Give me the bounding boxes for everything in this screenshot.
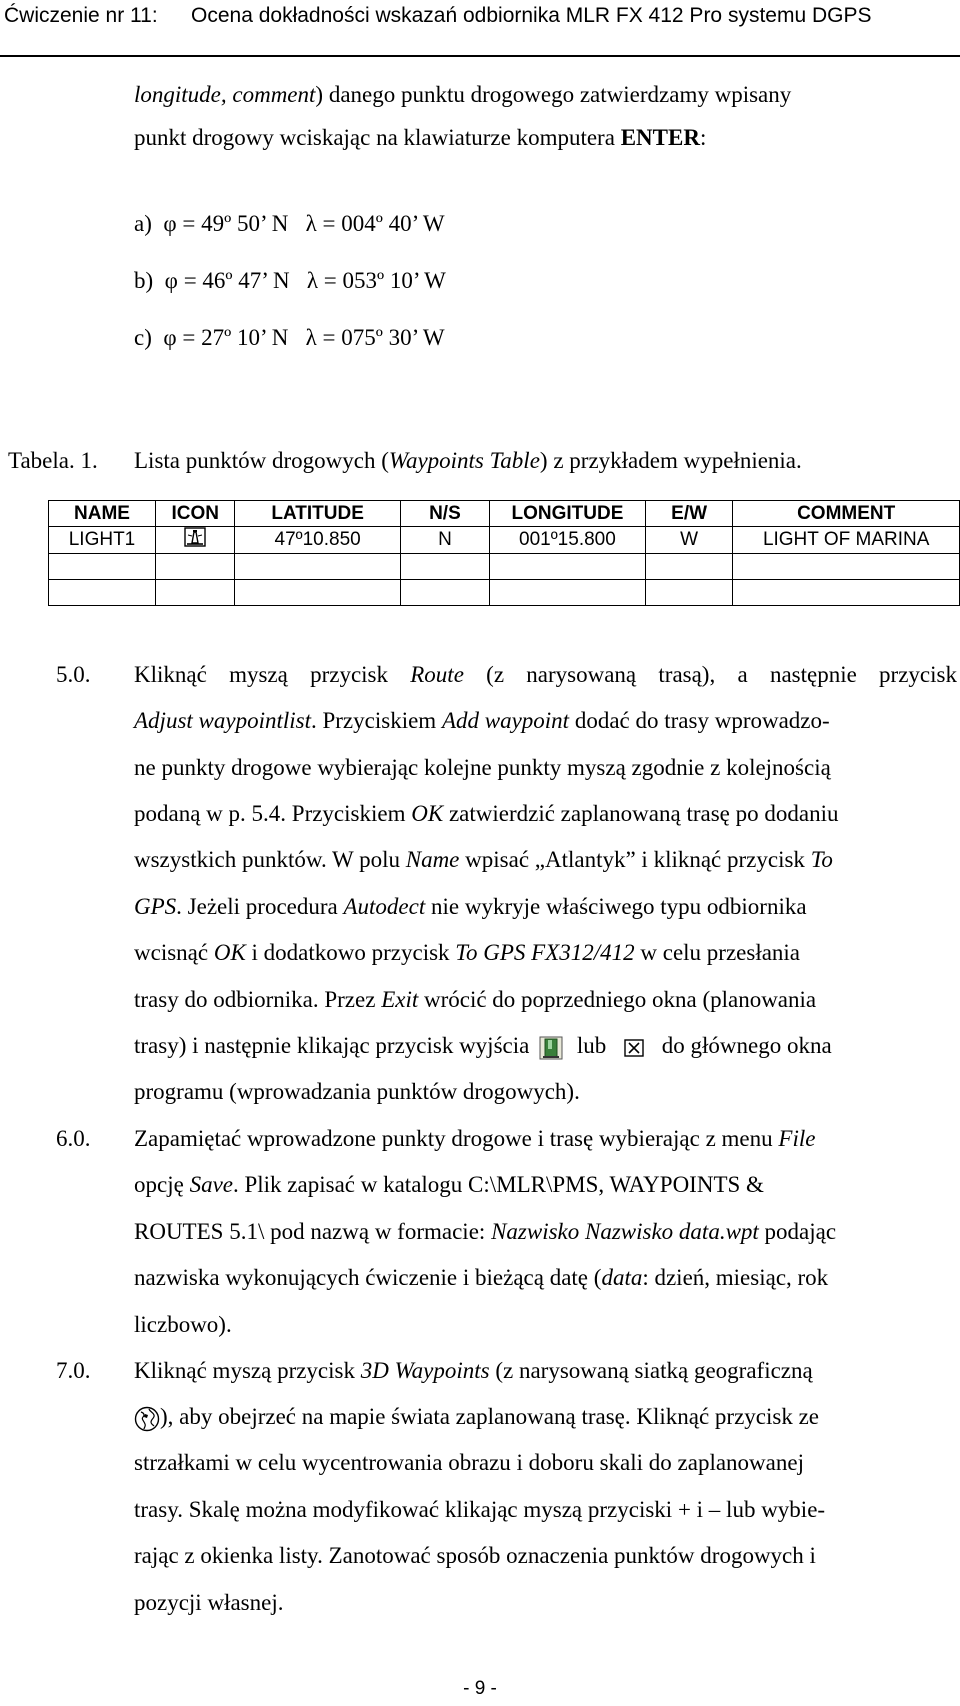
col-ew: E/W [645,501,732,527]
step-5-line-3: ne punkty drogowe wybierając kolejne punkty myszą zgodnie z kolejnością [134,755,831,780]
exercise-number: Ćwiczenie nr 11: [4,4,158,27]
col-latitude: LATITUDE [235,501,400,527]
table-caption-label: Tabela. 1. [8,448,98,473]
page-number: - 9 - [463,1678,497,1699]
intro-line-1: longitude, comment) danego punktu drogowego zatwierdzamy wpisany [134,82,792,107]
step-7-line-6: pozycji własnej. [134,1590,284,1615]
step-6-line-2: opcję Save. Plik zapisać w katalogu C:\MLR\PMS, WAYPOINTS & [134,1172,764,1197]
point-a-lambda: λ = 004º 40’ W [305,211,445,236]
col-longitude: LONGITUDE [490,501,646,527]
step-5-line-2: Adjust waypointlist. Przyciskiem Add waypoint dodać do trasy wprowadzo- [134,708,830,733]
step-5-line-10: programu (wprowadzania punktów drogowych). [134,1079,580,1104]
step-7-line-2: ), aby obejrzeć na mapie świata zaplanowaną trasę. Kliknąć przycisk ze [134,1402,957,1432]
step-6-line-1: Zapamiętać wprowadzone punkty drogowe i trasę wybierając z menu File [134,1126,816,1151]
exit-door-icon [539,1036,563,1060]
point-b-lambda: λ = 053º 10’ W [306,268,446,293]
page-header [0,0,960,58]
cell-name: LIGHT1 [49,527,156,554]
close-icon [624,1039,644,1057]
table-caption: Lista punktów drogowych (Waypoints Table) z przykładem wypełnienia. [134,448,802,473]
step-5-line-7: wcisnąć OK i dodatkowo przycisk To GPS FX312/412 w celu przesłania [134,940,801,965]
cell-latitude: 47º10.850 [235,527,400,554]
waypoints-table [48,500,960,606]
step-6-line-4: nazwiska wykonujących ćwiczenie i bieżącą datę (data: dzień, miesiąc, rok [134,1265,829,1290]
step-7-line-4: trasy. Skalę można modyfikować klikając myszą przyciski + i – lub wybie- [134,1497,826,1522]
cell-ns: N [400,527,489,554]
step-5-line-9: trasy) i następnie klikając przycisk wyjścia lub do głównego okna [134,1033,832,1058]
point-c-lambda: λ = 075º 30’ W [305,325,445,350]
lighthouse-icon [184,527,206,547]
step-6-line-3: ROUTES 5.1\ pod nazwą w formacie: Nazwisko Nazwisko data.wpt podając [134,1219,837,1244]
step-7-line-1: Kliknąć myszą przycisk 3D Waypoints (z narysowaną siatką geograficzną [134,1358,813,1383]
step-5-line-8: trasy do odbiornika. Przez Exit wrócić do poprzedniego okna (planowania [134,987,817,1012]
table-header-row [49,501,960,527]
point-a-phi: φ = 49º 50’ N [163,211,289,236]
col-icon: ICON [156,501,235,527]
point-c: c) φ = 27º 10’ N λ = 075º 30’ W [134,325,445,350]
step-5-line-6: GPS. Jeżeli procedura Autodect nie wykryje właściwego typu odbiornika [134,894,807,919]
header-rule [0,55,960,57]
point-b-phi: φ = 46º 47’ N [164,268,290,293]
col-ns: N/S [400,501,489,527]
step-7-number: 7.0. [56,1358,91,1383]
step-5-line-1: Kliknąć myszą przycisk Route (z narysowaną trasą), a następnie przycisk [134,662,957,687]
step-5-line-5: wszystkich punktów. W polu Name wpisać „Atlantyk” i kliknąć przycisk To [134,847,833,872]
step-5-number: 5.0. [56,662,91,687]
intro-line-2: punkt drogowy wciskając na klawiaturze komputera ENTER: [134,125,707,150]
cell-comment: LIGHT OF MARINA [733,527,960,554]
cell-ew: W [645,527,732,554]
table-row [49,527,960,554]
step-7-line-5: rając z okienka listy. Zanotować sposób oznaczenia punktów drogowych i [134,1543,816,1568]
step-6-line-5: liczbowo). [134,1312,232,1337]
table-row [49,580,960,606]
point-b: b) φ = 46º 47’ N λ = 053º 10’ W [134,268,446,293]
header-title: Ocena dokładności wskazań odbiornika MLR FX 412 Pro systemu DGPS [191,4,872,27]
point-c-phi: φ = 27º 10’ N [163,325,289,350]
globe-icon [134,1406,160,1432]
col-comment: COMMENT [733,501,960,527]
step-6-number: 6.0. [56,1126,91,1151]
cell-icon [156,527,235,554]
point-a: a) φ = 49º 50’ N λ = 004º 40’ W [134,211,445,236]
table-row [49,554,960,580]
col-name: NAME [49,501,156,527]
cell-longitude: 001º15.800 [490,527,646,554]
step-7-line-3: strzałkami w celu wycentrowania obrazu i doboru skali do zaplanowanej [134,1450,804,1475]
step-5-line-4: podaną w p. 5.4. Przyciskiem OK zatwierdzić zaplanowaną trasę po dodaniu [134,801,839,826]
